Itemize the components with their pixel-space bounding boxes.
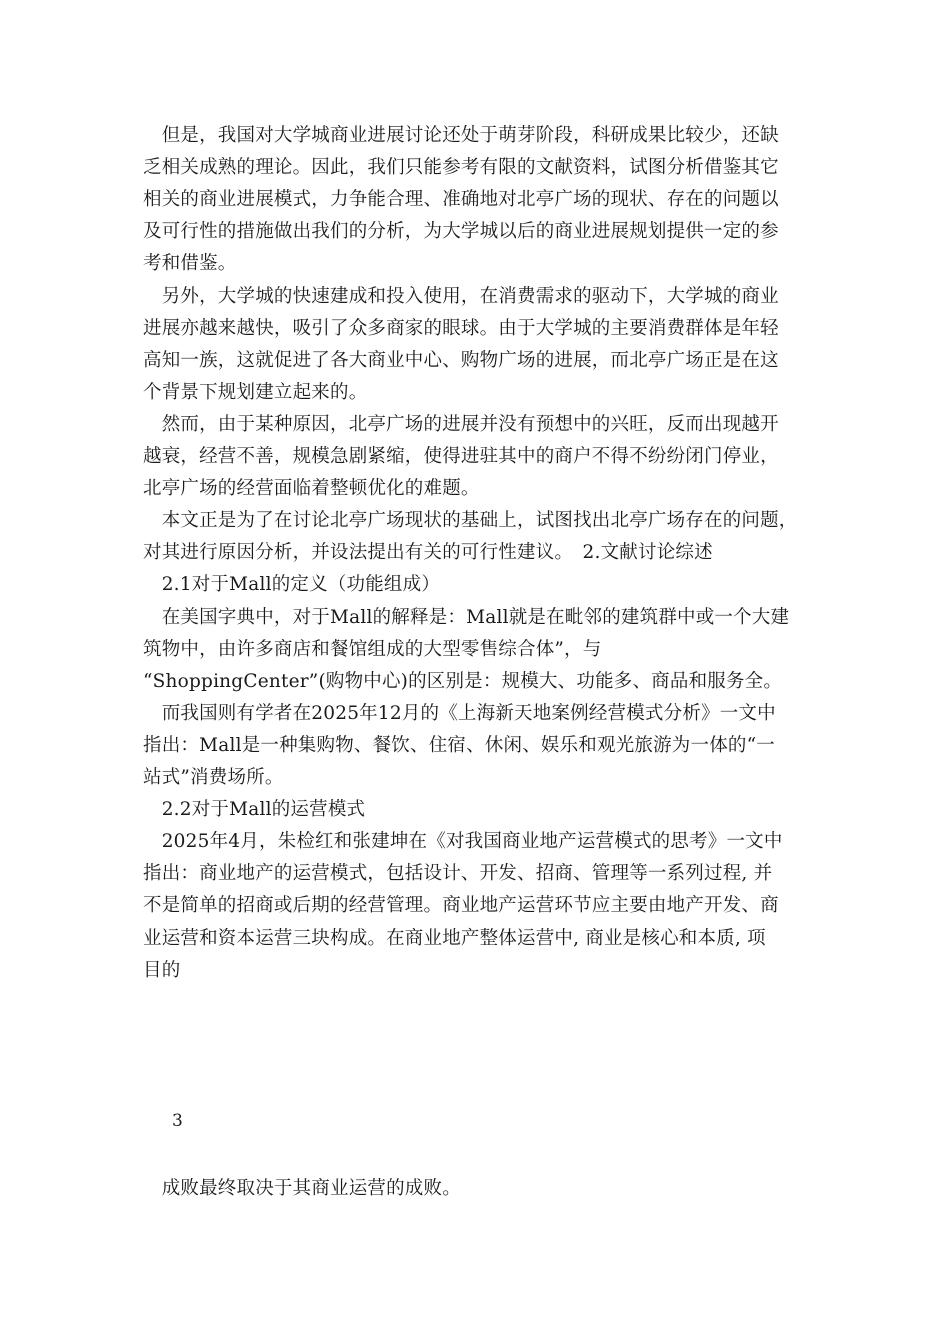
text-line: 本文正是为了在讨论北亭广场现状的基础上，试图找出北亭广场存在的问题， <box>143 510 798 532</box>
text-line: 个背景下规划建立起来的。 <box>143 381 368 403</box>
text-line: 目的 <box>143 959 181 981</box>
text-line: 越衰，经营不善，规模急剧紧缩，使得进驻其中的商户不得不纷纷闭门停业， <box>143 446 779 467</box>
text-line: 另外，大学城的快速建成和投入使用，在消费需求的驱动下，大学城的商业 <box>143 285 779 307</box>
text-line: 而我国则有学者在2025年12月的《上海新天地案例经营模式分析》一文中 <box>143 702 776 724</box>
text-line: 筑物中，由许多商店和餐馆组成的大型零售综合体”，与 <box>143 638 602 660</box>
continuation-line: 成败最终取决于其商业运营的成败。 <box>143 1178 461 1199</box>
text-line: 考和借鉴。 <box>143 253 237 275</box>
text-line: 2.2对于Mall的运营模式 <box>143 799 366 821</box>
text-line: 相关的商业进展模式，力争能合理、准确地对北亭广场的现状、存在的问题以 <box>143 189 779 211</box>
text-line: 指出：Mall是一种集购物、餐饮、住宿、休闲、娱乐和观光旅游为一体的“一 <box>143 734 775 756</box>
text-line: 对其进行原因分析，并设法提出有关的可行性建议。 2.文献讨论综述 <box>143 542 713 564</box>
text-line: 指出：商业地产的运营模式，包括设计、开发、招商、管理等一系列过程, 并 <box>143 863 773 885</box>
text-line: 业运营和资本运营三块构成。在商业地产整体运营中, 商业是核心和本质, 项 <box>143 927 766 949</box>
text-line: 北亭广场的经营面临着整顿优化的难题。 <box>143 478 480 500</box>
text-line: “ShoppingCenter”(购物中心)的区别是：规模大、功能多、商品和服务全。 <box>143 670 783 692</box>
text-line: 进展亦越来越快，吸引了众多商家的眼球。由于大学城的主要消费群体是年轻 <box>143 317 779 339</box>
text-line: 不是简单的招商或后期的经营管理。商业地产运营环节应主要由地产开发、商 <box>143 895 779 917</box>
text-line: 乏相关成熟的理论。因此，我们只能参考有限的文献资料，试图分析借鉴其它 <box>143 157 779 179</box>
text-line: 站式”消费场所。 <box>143 767 284 788</box>
text-line: 及可行性的措施做出我们的分析，为大学城以后的商业进展规划提供一定的参 <box>143 221 779 243</box>
text-line: 在美国字典中，对于Mall的解释是：Mall就是在毗邻的建筑群中或一个大建 <box>143 606 790 628</box>
text-line: 2.1对于Mall的定义（功能组成） <box>143 574 441 596</box>
text-line: 2025年4月，朱检红和张建坤在《对我国商业地产运营模式的思考》一文中 <box>143 831 783 853</box>
text-line: 但是，我国对大学城商业进展讨论还处于萌芽阶段，科研成果比较少，还缺 <box>143 125 779 146</box>
text-line: 然而，由于某种原因，北亭广场的进展并没有预想中的兴旺，反而出现越开 <box>143 413 779 435</box>
page-number: 3 <box>172 1111 183 1131</box>
text-line: 高知一族，这就促进了各大商业中心、购物广场的进展，而北亭广场正是在这 <box>143 349 779 371</box>
